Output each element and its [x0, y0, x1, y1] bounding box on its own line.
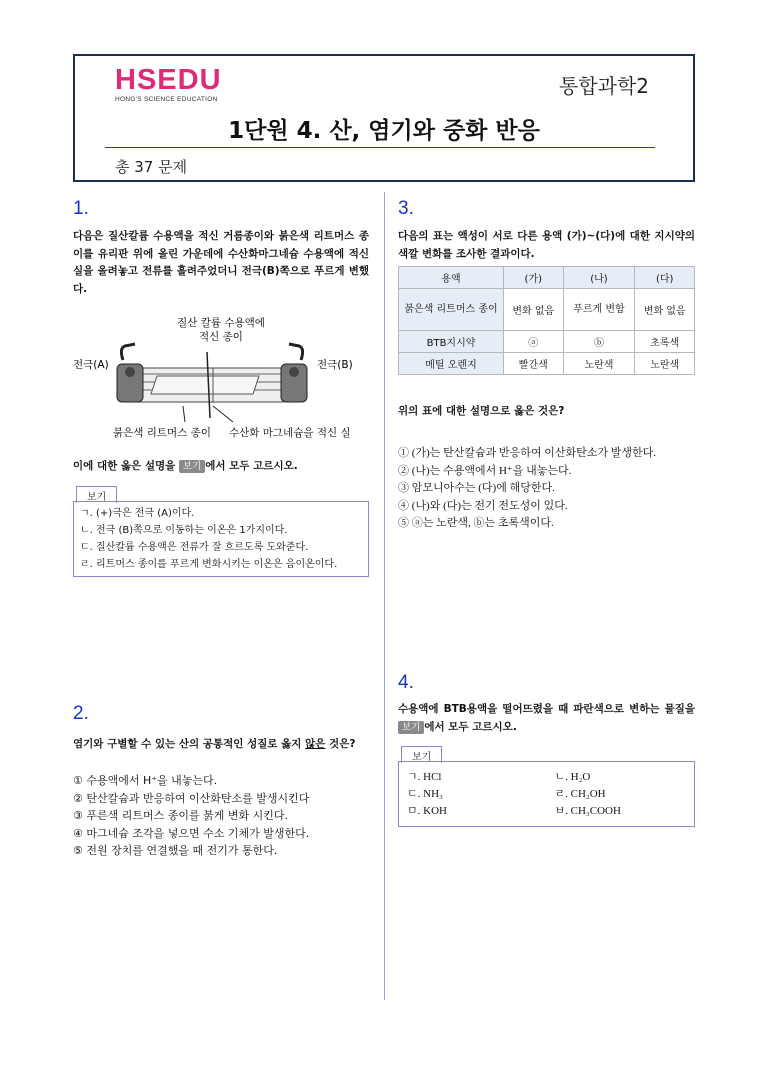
q3-option[interactable]: ① (가)는 탄산칼슘과 반응하여 이산화탄소가 발생한다. — [398, 447, 656, 459]
q1-bogi-item: ㄴ. 전극 (B)쪽으로 이동하는 이온은 1가지이다. — [80, 525, 288, 536]
table-cell: ⓐ — [504, 331, 564, 353]
q2-option[interactable]: ⑤ 전원 장치를 연결했을 때 전기가 통한다. — [73, 844, 278, 857]
table-header: (다) — [635, 267, 695, 289]
table-header: (나) — [563, 267, 635, 289]
subject-title: 통합과학2 — [558, 74, 649, 98]
table-cell: 노란색 — [635, 353, 695, 375]
q1-bogi-tag: 보기 — [179, 460, 205, 473]
q3-options — [398, 445, 656, 533]
q4-bogi-item: ㄴ. H₂O — [554, 771, 591, 783]
figure-label-top: 질산 칼륨 수용액에 — [177, 317, 265, 329]
table-cell: 변화 없음 — [635, 289, 695, 331]
q1-prompt-text-end: 에서 모두 고르시오. — [205, 460, 298, 472]
q3-option[interactable]: ④ (나)와 (다)는 전기 전도성이 있다. — [398, 499, 568, 512]
q4-bogi-item: ㄹ. CH₂OH — [554, 788, 606, 800]
q3-prompt: 위의 표에 대한 설명으로 옳은 것은? — [398, 405, 565, 417]
q1-number: 1. — [73, 198, 89, 219]
q1-figure — [73, 310, 369, 445]
q3-option[interactable]: ② (나)는 수용액에서 H⁺을 내놓는다. — [398, 464, 572, 477]
q2-text-underlined: 않은 — [305, 738, 326, 750]
table-cell: ⓑ — [563, 331, 635, 353]
q2-text-post: 것은? — [325, 738, 356, 750]
q2-option[interactable]: ① 수용액에서 H⁺을 내놓는다. — [73, 774, 218, 787]
q4-bogi-label: 보기 — [401, 746, 442, 763]
table-cell: BTB지시약 — [399, 331, 504, 353]
table-header: (가) — [504, 267, 564, 289]
q4-text-pre: 수용액에 BTB용액을 떨어뜨렸을 때 파란색으로 변하는 물질을 — [398, 703, 695, 715]
figure-electrode-b: 전극(B) — [317, 359, 353, 371]
table-cell: 빨간색 — [504, 353, 564, 375]
table-header: 용액 — [399, 267, 504, 289]
q2-text-pre: 염기와 구별할 수 있는 산의 공통적인 성질로 옳지 — [73, 738, 306, 750]
q2-options — [73, 772, 309, 860]
q4-text-post: 에서 모두 고르시오. — [424, 720, 517, 733]
q2-option[interactable]: ③ 푸른색 리트머스 종이를 붉게 변화 시킨다. — [73, 809, 288, 822]
unit-title: 1단원 4. 산, 염기와 중화 반응 — [228, 118, 540, 144]
table-cell: 초록색 — [635, 331, 695, 353]
header-divider — [105, 147, 655, 148]
logo-text: HSEDU — [115, 64, 222, 96]
q4-bogi-item: ㅁ. KOH — [407, 805, 447, 817]
q1-text: 다음은 질산칼륨 수용액을 적신 거름종이와 붉은색 리트머스 종이를 유리판 위에 올린 가운데에 수산화마그네슘 수용액에 적신 실을 올려놓고 전류를 흘려주었더니 전극(B)쪽으로 푸르게 변했다. — [73, 230, 369, 295]
column-divider — [384, 192, 385, 1000]
question-count: 총 37 문제 — [115, 158, 188, 176]
q2-text — [73, 736, 369, 754]
table-cell: 변화 없음 — [504, 289, 564, 331]
table-cell: 노란색 — [563, 353, 635, 375]
hsedu-logo — [115, 66, 222, 103]
q3-indicator-table — [398, 266, 695, 375]
q4-bogi-tag: 보기 — [398, 721, 424, 734]
q1-bogi-item: ㄹ. 리트머스 종이를 푸르게 변화시키는 이온은 음이온이다. — [80, 559, 338, 570]
q3-option[interactable]: ③ 암모니아수는 (다)에 해당한다. — [398, 482, 555, 494]
table-cell: 푸르게 변함 — [563, 289, 635, 331]
figure-label-top2: 적신 종이 — [199, 331, 243, 343]
q4-bogi-box — [398, 761, 695, 827]
q2-number: 2. — [73, 703, 89, 724]
q4-number: 4. — [398, 672, 414, 693]
logo-subtext: HONG'S SCIENCE EDUCATION — [115, 96, 218, 103]
q2-option[interactable]: ④ 마그네슘 조각을 넣으면 수소 기체가 발생한다. — [73, 826, 310, 840]
figure-label-bottom-right: 수산화 마그네슘을 적신 실 — [229, 427, 351, 439]
table-cell: 메틸 오렌지 — [399, 353, 504, 375]
q1-prompt-text: 이에 대한 옳은 설명을 — [73, 460, 179, 472]
figure-label-bottom-left: 붉은색 리트머스 종이 — [113, 427, 211, 439]
q4-bogi-item: ㄷ. NH₃ — [407, 788, 443, 800]
q3-text: 다음의 표는 액성이 서로 다른 용액 (가)~(다)에 대한 지시약의 색깔 변화를 조사한 결과이다. — [398, 230, 695, 260]
q1-bogi-label: 보기 — [76, 486, 117, 503]
q1-bogi-item: ㄱ. (+)극은 전극 (A)이다. — [80, 508, 195, 519]
q4-text — [398, 701, 695, 736]
q3-number: 3. — [398, 198, 414, 219]
table-cell: 붉은색 리트머스 종이 — [399, 289, 504, 331]
q1-prompt — [73, 458, 369, 476]
q4-bogi-item: ㅂ. CH₃COOH — [554, 805, 621, 817]
page-header — [73, 54, 695, 182]
q2-option[interactable]: ② 탄산칼슘과 반응하여 이산화탄소를 발생시킨다 — [73, 791, 310, 805]
q1-bogi-item: ㄷ. 질산칼륨 수용액은 전류가 잘 흐르도록 도와준다. — [80, 542, 309, 553]
q4-bogi-item: ㄱ. HCl — [407, 771, 442, 783]
q1-bogi-box — [73, 501, 369, 577]
q3-option[interactable]: ⑤ ⓐ는 노란색, ⓑ는 초록색이다. — [398, 517, 554, 529]
figure-electrode-a: 전극(A) — [73, 359, 109, 371]
